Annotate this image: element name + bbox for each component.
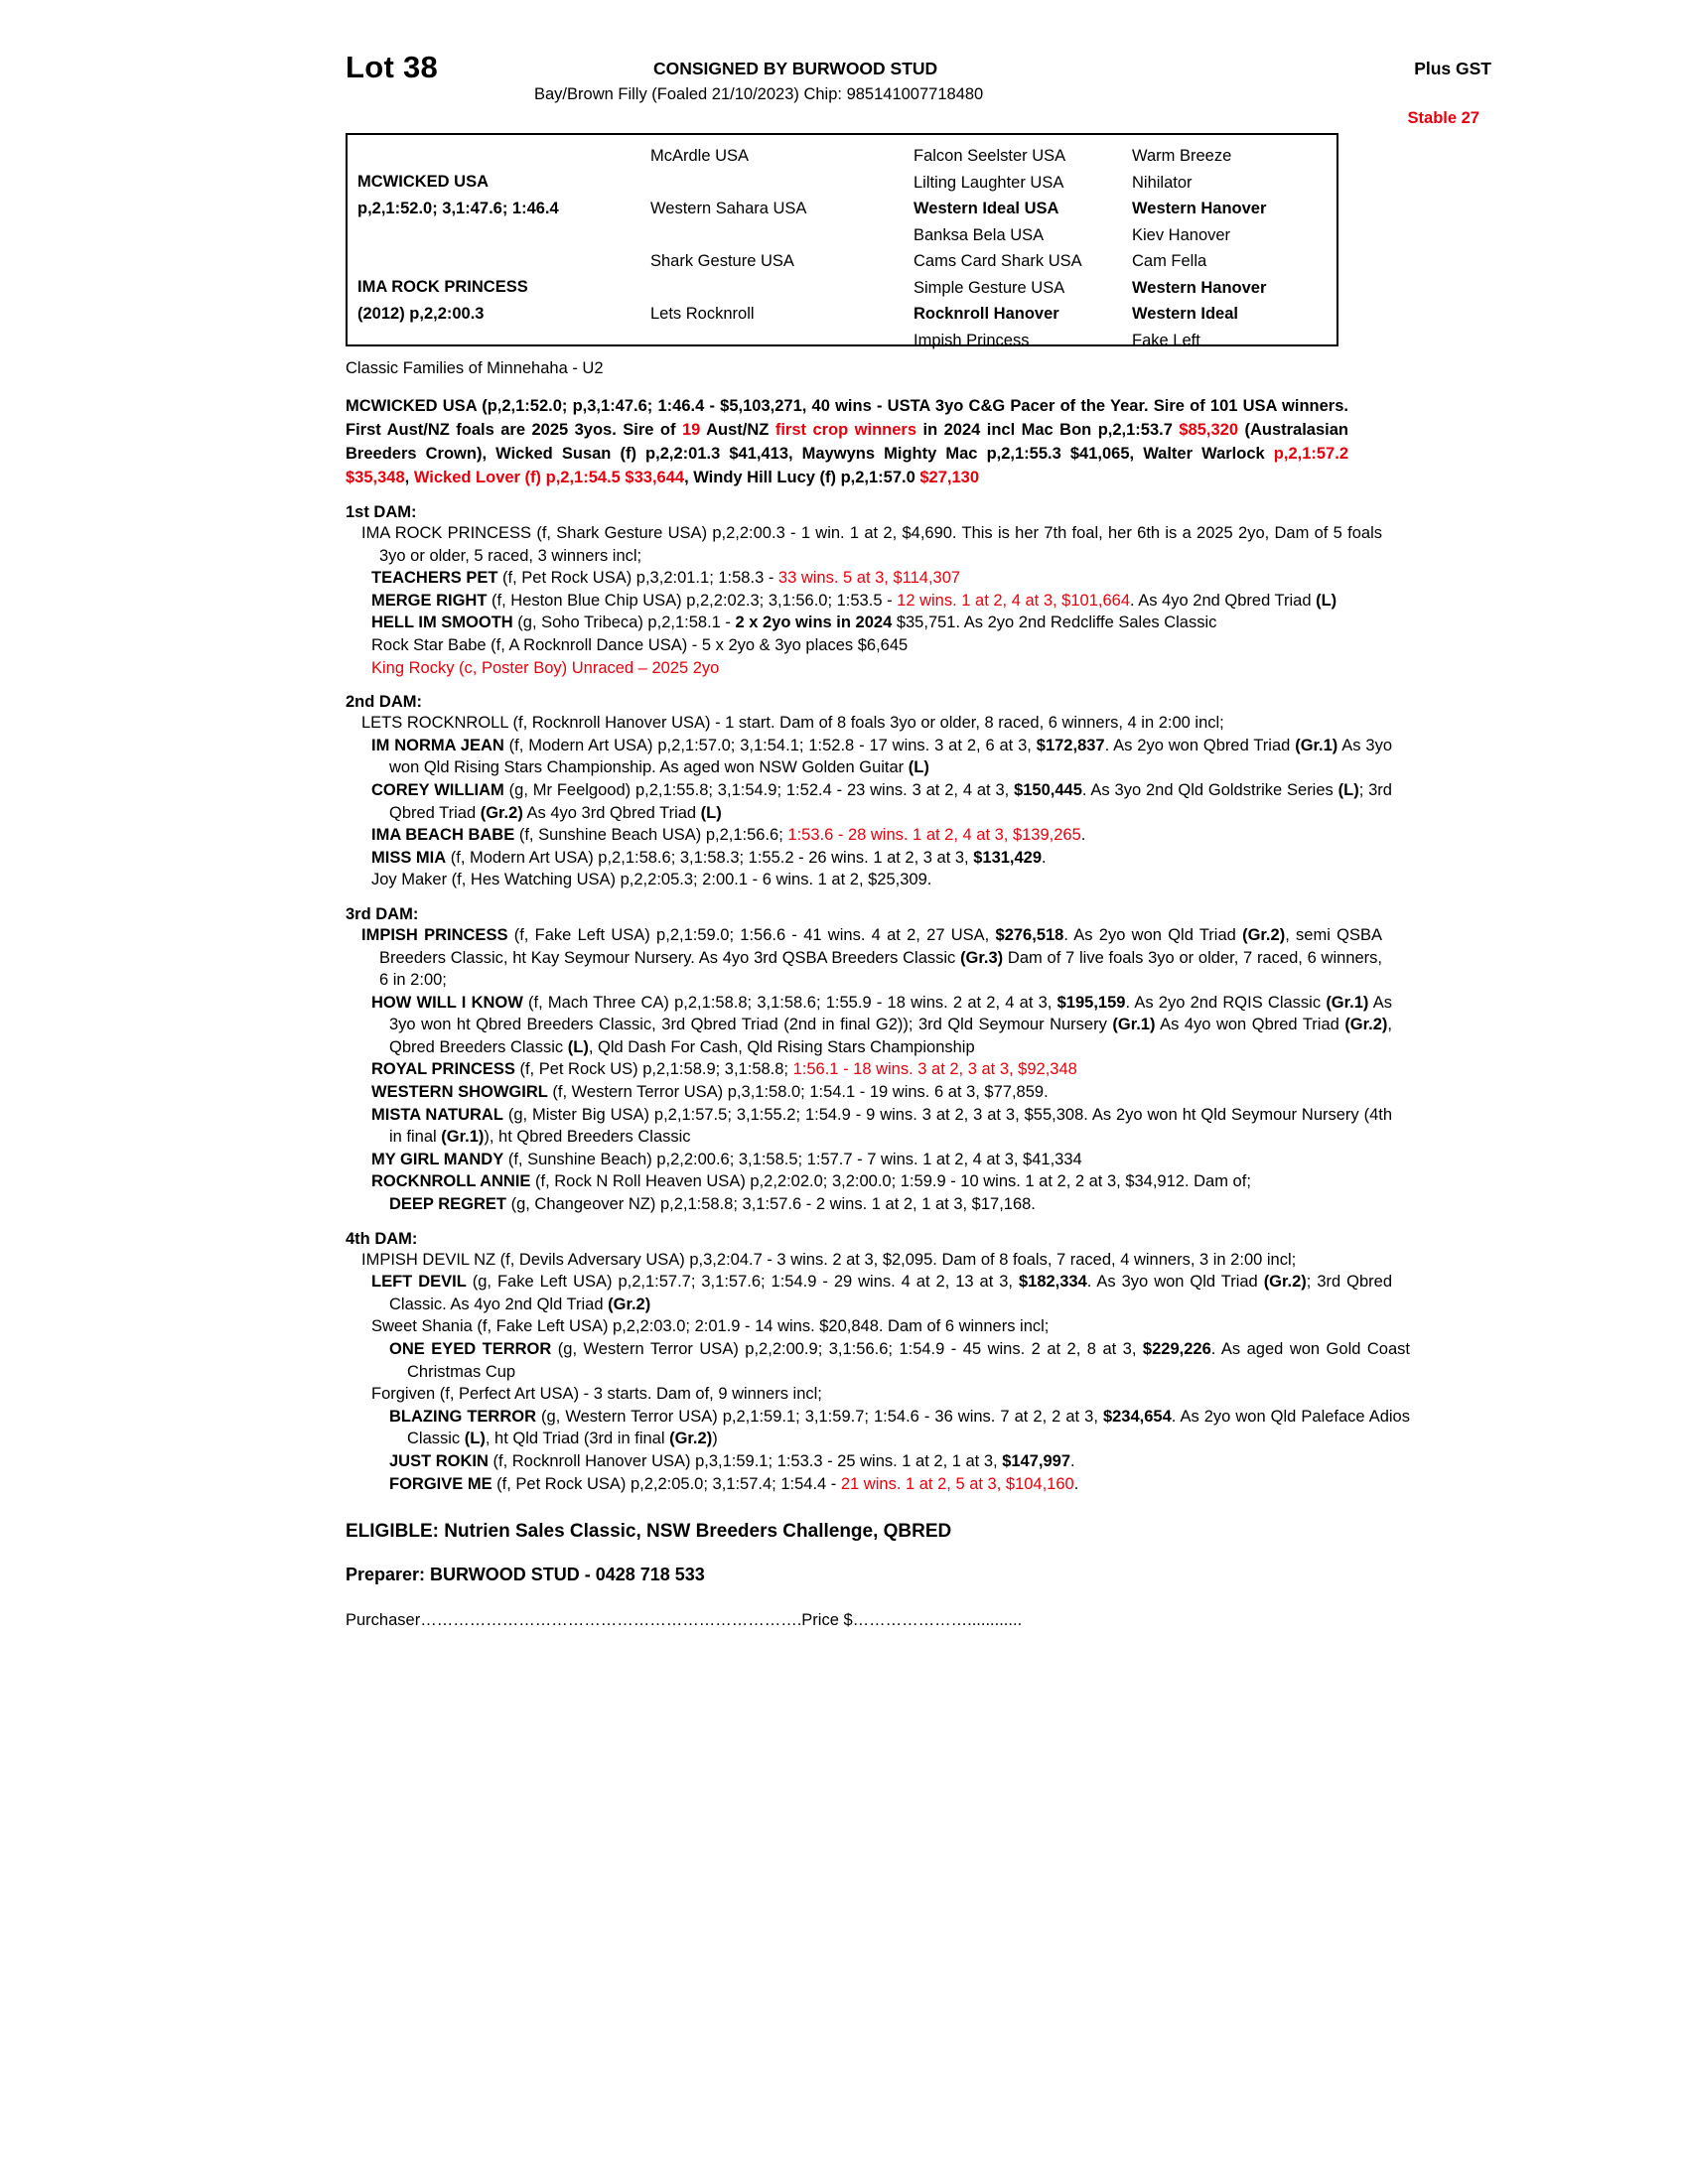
entry-3-5-run-1: (g, Western Terror USA) p,2,1:59.1; 3,1:59.7; 1:54.6 - 36 wins. 7 at 2, 2 at 3, — [536, 1407, 1103, 1426]
entry-1-1-run-2: $172,837 — [1036, 736, 1105, 754]
entry-3-3-run-0: ONE EYED TERROR — [389, 1340, 552, 1358]
entry-2-0-run-1: (f, Fake Left USA) p,2,1:59.0; 1:56.6 - 41 wins. 4 at 2, 27 USA, — [507, 925, 996, 944]
sire-dam: Western Sahara USA — [650, 199, 807, 217]
entry-1-1-run-5: As 3yo won Qld Rising Stars Championship. As aged won NSW Golden Guitar — [389, 736, 1393, 777]
entry-3-5-run-6: (Gr.2) — [669, 1430, 713, 1448]
sire-record: p,2,1:52.0; 3,1:47.6; 1:46.4 — [357, 199, 559, 217]
entry-0-3-run-3: $35,751. As 2yo 2nd Redcliffe Sales Classic — [892, 614, 1217, 632]
entry-1-2-run-0: COREY WILLIAM — [371, 780, 504, 799]
ped-gen4-6: Western Hanover — [1132, 278, 1267, 297]
dam-dam: Lets Rocknroll — [650, 304, 755, 323]
preparer-line: Preparer: BURWOOD STUD - 0428 718 533 — [346, 1565, 705, 1585]
pedigree-col-grandparents — [650, 143, 907, 327]
ped-gen3-8: Impish Princess — [914, 331, 1030, 349]
entry-1-3-run-0: IMA BEACH BABE — [371, 826, 515, 845]
sire-text-run-5: $85,320 — [1179, 421, 1239, 439]
sire-text-run-4: in 2024 incl Mac Bon p,2,1:53.7 — [916, 421, 1180, 439]
entry-1-4-run-2: $131,429 — [973, 848, 1043, 867]
entry-3-1-run-2: $182,334 — [1018, 1273, 1087, 1292]
purchaser-line: Purchaser…………………………………………………………….Price $…………………............ — [346, 1611, 1023, 1630]
entry-3-4-run-0: Forgiven (f, Perfect Art USA) - 3 starts. Dam of, 9 winners incl; — [371, 1385, 822, 1404]
horse-description: Bay/Brown Filly (Foaled 21/10/2023) Chip: 985141007718480 — [534, 85, 984, 103]
entry-3-5-run-0: BLAZING TERROR — [389, 1407, 537, 1426]
entry-3-5-run-2: $234,654 — [1102, 1407, 1172, 1426]
entry-0-3-run-2: 2 x 2yo wins in 2024 — [735, 614, 893, 632]
entry-2-1-run-11: , Qld Dash For Cash, Qld Rising Stars Championship — [588, 1037, 975, 1056]
entry-3-3-run-2: $229,226 — [1142, 1340, 1211, 1358]
entry-3-5-run-4: (L) — [464, 1430, 486, 1448]
pedigree-entry — [346, 1315, 1392, 1338]
entry-1-2-run-2: $150,445 — [1014, 780, 1082, 799]
pedigree-sections — [346, 503, 1571, 1495]
sire-text-run-6: (Australasian Breeders Crown), Wicked Susan (f) p,2,2:01.3 $41,413, Maywyns Mighty Mac p,2,1:55.3 $41,065, Walter Warlock — [346, 421, 1349, 463]
dam-section-heading: 2nd DAM: — [346, 693, 422, 712]
pedigree-entry — [346, 612, 1392, 634]
ped-gen3-7: Rocknroll Hanover — [914, 305, 1059, 323]
entry-1-2-run-3: . As 3yo 2nd Qld Goldstrike Series — [1081, 780, 1338, 799]
entry-1-1-run-6: (L) — [908, 758, 929, 777]
pedigree-entry — [346, 869, 1392, 891]
entry-2-0-run-6: (Gr.3) — [960, 948, 1004, 967]
entry-0-3-run-0: HELL IM SMOOTH — [371, 614, 513, 632]
entry-2-6-run-0: ROCKNROLL ANNIE — [371, 1172, 531, 1191]
entry-1-0-run-1: (f, Rocknroll Hanover USA) - 1 start. Dam of 8 foals 3yo or older, 8 raced, 6 winners, 4 in 2:00 incl; — [507, 714, 1224, 733]
page-header — [346, 48, 1571, 133]
entry-3-6-run-1: (f, Rocknroll Hanover USA) p,3,1:59.1; 1:53.3 - 25 wins. 1 at 2, 1 at 3, — [488, 1451, 1003, 1470]
ped-gen4-1: Warm Breeze — [1132, 147, 1232, 165]
pedigree-entry — [346, 1473, 1410, 1496]
eligible-line: ELIGIBLE: Nutrien Sales Classic, NSW Breeders Challenge, QBRED — [346, 1521, 952, 1543]
entry-1-5-run-0: Joy Maker (f, Hes Watching USA) p,2,2:05.3; 2:00.1 - 6 wins. 1 at 2, $25,309. — [371, 871, 932, 889]
ped-gen4-3: Western Hanover — [1132, 200, 1267, 217]
stable-badge: Stable 27 — [1407, 109, 1479, 127]
ped-gen3-5: Cams Card Shark USA — [914, 252, 1082, 270]
sire-paragraph — [346, 394, 1348, 489]
entry-2-4-run-0: MISTA NATURAL — [371, 1105, 503, 1124]
consignor-line: CONSIGNED BY BURWOOD STUD — [653, 59, 938, 78]
entry-2-1-run-9: , Qbred Breeders Classic — [389, 1016, 1393, 1056]
entry-2-5-run-1: (f, Sunshine Beach) p,2,2:00.6; 3,1:58.5; 1:57.7 - 7 wins. 1 at 2, 4 at 3, $41,334 — [503, 1150, 1082, 1168]
entry-3-3-run-1: (g, Western Terror USA) p,2,2:00.9; 3,1:56.6; 1:54.9 - 45 wins. 2 at 2, 8 at 3, — [551, 1340, 1143, 1358]
entry-2-0-run-0: IMPISH PRINCESS — [361, 925, 508, 944]
entry-2-1-run-2: $195,159 — [1056, 993, 1126, 1012]
entry-3-5-run-5: , ht Qld Triad (3rd in final — [485, 1430, 670, 1448]
pedigree-entry — [346, 567, 1392, 590]
entry-1-4-run-0: MISS MIA — [371, 848, 447, 867]
entry-1-0-run-0: LETS ROCKNROLL — [361, 714, 508, 733]
pedigree-entry — [346, 1450, 1410, 1473]
pedigree-entry — [346, 634, 1392, 657]
ped-gen4-5: Cam Fella — [1132, 252, 1207, 270]
pedigree-entry — [346, 1271, 1392, 1315]
entry-3-3-run-3: . As aged won Gold Coast Christmas Cup — [407, 1340, 1410, 1381]
entry-1-2-run-5: ; 3rd Qbred Triad — [389, 780, 1392, 822]
entry-2-0-run-2: $276,518 — [995, 925, 1064, 944]
entry-3-6-run-0: JUST ROKIN — [389, 1451, 489, 1470]
entry-1-3-run-2: 1:53.6 - 28 wins. 1 at 2, 4 at 3, $139,265 — [787, 826, 1081, 845]
entry-1-2-run-7: As 4yo 3rd Qbred Triad — [522, 803, 701, 822]
entry-3-1-run-0: LEFT DEVIL — [371, 1273, 467, 1292]
entry-3-7-run-3: . — [1073, 1474, 1079, 1493]
ped-gen3-6: Simple Gesture USA — [914, 278, 1065, 297]
sire-text-run-10: , Windy Hill Lucy (f) p,2,1:57.0 — [684, 469, 920, 486]
entry-1-1-run-3: . As 2yo won Qbred Triad — [1104, 736, 1296, 754]
pedigree-entry — [346, 1081, 1392, 1104]
entry-0-4-run-0: Rock Star Babe (f, A Rocknroll Dance USA) - 5 x 2yo & 3yo places $6,645 — [371, 635, 909, 654]
sire-text-run-9: Wicked Lover (f) p,2,1:54.5 $33,644 — [413, 469, 685, 486]
ped-gen4-4: Kiev Hanover — [1132, 225, 1231, 244]
entry-3-1-run-4: (Gr.2) — [1263, 1273, 1307, 1292]
ped-gen4-2: Nihilator — [1132, 173, 1193, 192]
entry-2-1-run-7: As 4yo won Qbred Triad — [1155, 1016, 1345, 1034]
entry-0-1-run-1: (f, Pet Rock USA) p,3,2:01.1; 1:58.3 - — [497, 569, 778, 588]
entry-3-2-run-0: Sweet Shania (f, Fake Left USA) p,2,2:03.0; 2:01.9 - 14 wins. $20,848. Dam of 6 winners incl; — [371, 1317, 1050, 1336]
entry-0-2-run-0: MERGE RIGHT — [371, 591, 488, 610]
entry-2-7-run-0: DEEP REGRET — [389, 1195, 506, 1214]
entry-1-1-run-0: IM NORMA JEAN — [371, 736, 504, 754]
ped-gen4-7: Western Ideal — [1132, 305, 1238, 323]
pedigree-entry — [346, 779, 1392, 824]
entry-1-2-run-1: (g, Mr Feelgood) p,2,1:55.8; 3,1:54.9; 1:52.4 - 23 wins. 3 at 2, 4 at 3, — [503, 780, 1015, 799]
entry-0-3-run-1: (g, Soho Tribeca) p,2,1:58.1 - — [512, 614, 736, 632]
entry-2-2-run-0: ROYAL PRINCESS — [371, 1060, 515, 1079]
pedigree-col-fourth-gen — [1132, 143, 1331, 353]
sire-text-run-1: 19 — [681, 421, 701, 439]
entry-1-3-run-1: (f, Sunshine Beach USA) p,2,1:56.6; — [514, 826, 788, 845]
dam-sire: Shark Gesture USA — [650, 252, 794, 270]
entry-3-5-run-3: . As 2yo won Qld Paleface Adios Classic — [407, 1407, 1410, 1448]
entry-0-5-run-0: King Rocky (c, Poster Boy) Unraced – 2025 2yo — [371, 658, 720, 677]
entry-2-1-run-10: (L) — [567, 1037, 589, 1056]
sire-text-run-8: , — [404, 469, 414, 486]
classic-families-line: Classic Families of Minnehaha - U2 — [346, 359, 604, 377]
entry-0-2-run-2: 12 wins. 1 at 2, 4 at 3, $101,664 — [897, 591, 1130, 610]
entry-2-1-run-6: (Gr.1) — [1112, 1016, 1156, 1034]
entry-2-0-run-5: , semi QSBA Breeders Classic, ht Kay Seymour Nursery. As 4yo 3rd QSBA Breeders Classic — [379, 925, 1382, 967]
pedigree-entry — [353, 924, 1382, 992]
pedigree-entry — [346, 1406, 1410, 1450]
entry-1-4-run-1: (f, Modern Art USA) p,2,1:58.6; 3,1:58.3; 1:55.2 - 26 wins. 1 at 2, 3 at 3, — [446, 848, 974, 867]
entry-3-1-run-5: ; 3rd Qbred Classic. As 4yo 2nd Qld Triad — [389, 1273, 1392, 1313]
entry-1-4-run-3: . — [1042, 848, 1047, 867]
lot-number: Lot 38 — [346, 50, 439, 84]
entry-0-2-run-3: . As 4yo 2nd Qbred Triad — [1130, 591, 1317, 610]
dam-name: IMA ROCK PRINCESS — [357, 278, 528, 296]
ped-gen3-2: Lilting Laughter USA — [914, 173, 1064, 192]
entry-2-7-run-1: (g, Changeover NZ) p,2,1:58.8; 3,1:57.6 - 2 wins. 1 at 2, 1 at 3, $17,168. — [505, 1195, 1036, 1214]
entry-3-6-run-2: $147,997 — [1002, 1451, 1071, 1470]
entry-2-3-run-0: WESTERN SHOWGIRL — [371, 1083, 548, 1102]
entry-2-0-run-7: Dam of 7 live foals 3yo or older, 7 raced, 6 winners, 6 in 2:00; — [379, 948, 1382, 990]
entry-3-5-run-7: ) — [712, 1430, 718, 1448]
entry-3-7-run-1: (f, Pet Rock USA) p,2,2:05.0; 3,1:57.4; 1:54.4 - — [492, 1474, 841, 1493]
entry-3-1-run-6: (Gr.2) — [608, 1295, 651, 1313]
entry-3-6-run-3: . — [1070, 1451, 1075, 1470]
entry-1-2-run-4: (L) — [1337, 780, 1359, 799]
dam-section-heading: 3rd DAM: — [346, 904, 419, 923]
entry-3-1-run-1: (g, Fake Left USA) p,2,1:57.7; 3,1:57.6; 1:54.9 - 29 wins. 4 at 2, 13 at 3, — [466, 1273, 1019, 1292]
pedigree-col-parents — [357, 143, 655, 327]
dam-section-heading: 1st DAM: — [346, 503, 417, 521]
pedigree-entry — [346, 657, 1392, 680]
entry-2-6-run-1: (f, Rock N Roll Heaven USA) p,2,2:02.0; 3,2:00.0; 1:59.9 - 10 wins. 1 at 2, 2 at 3, $34,912. Dam of; — [530, 1172, 1251, 1191]
sire-text-run-11: $27,130 — [919, 469, 980, 486]
pedigree-entry — [346, 1104, 1392, 1149]
sire-text-run-2: Aust/NZ — [700, 421, 775, 439]
pedigree-entry — [346, 1149, 1392, 1171]
entry-2-2-run-2: 1:56.1 - 18 wins. 3 at 2, 3 at 3, $92,348 — [792, 1060, 1077, 1079]
sire-text-run-7: p,2,1:57.2 $35,348 — [346, 445, 1348, 486]
entry-0-2-run-1: (f, Heston Blue Chip USA) p,2,2:02.3; 3,1:56.0; 1:53.5 - — [487, 591, 898, 610]
entry-0-0-run-1: (f, Shark Gesture USA) p,2,2:00.3 - 1 win. 1 at 2, $4,690. This is her 7th foal, her 6th is a 2025 2yo, Dam of 5 foals 3yo or older, 5 raced, 3 winners incl; — [379, 524, 1382, 565]
entry-0-0-run-0: IMA ROCK PRINCESS — [361, 524, 532, 542]
entry-2-5-run-0: MY GIRL MANDY — [371, 1150, 504, 1168]
entry-0-1-run-2: 33 wins. 5 at 3, $114,307 — [777, 569, 961, 588]
pedigree-entry — [353, 712, 1382, 735]
sire-sire: McArdle USA — [650, 147, 750, 165]
sire-text-run-3: first crop winners — [774, 421, 917, 439]
ped-gen3-1: Falcon Seelster USA — [914, 147, 1066, 165]
pedigree-entry — [346, 1338, 1410, 1383]
pedigree-col-great-grandparents — [914, 143, 1132, 353]
entry-2-3-run-1: (f, Western Terror USA) p,3,1:58.0; 1:54.1 - 19 wins. 6 at 3, $77,859. — [547, 1083, 1049, 1102]
sire-text-run-0: MCWICKED USA (p,2,1:52.0; p,3,1:47.6; 1:46.4 - $5,103,271, 40 wins - USTA 3yo C&G Pacer of the Year. Sire of 101 USA winners. First Aust/NZ foals are 2025 3yos. Sire of — [346, 397, 1348, 439]
entry-2-4-run-3: ), ht Qbred Breeders Classic — [484, 1128, 691, 1147]
dam-record: (2012) p,2,2:00.3 — [357, 304, 485, 323]
entry-1-3-run-3: . — [1080, 826, 1086, 845]
entry-2-1-run-8: (Gr.2) — [1344, 1016, 1388, 1034]
entry-2-1-run-4: (Gr.1) — [1326, 993, 1369, 1012]
entry-2-1-run-1: (f, Mach Three CA) p,2,1:58.8; 3,1:58.6; 1:55.9 - 18 wins. 2 at 2, 4 at 3, — [522, 993, 1057, 1012]
ped-gen4-8: Fake Left — [1132, 331, 1200, 349]
entry-2-4-run-1: (g, Mister Big USA) p,2,1:57.5; 3,1:55.2; 1:54.9 - 9 wins. 3 at 2, 3 at 3, $55,308. As 2yo won ht Qld Seymour Nursery (4th in final — [389, 1105, 1392, 1147]
pedigree-table — [346, 133, 1338, 349]
pedigree-entry — [346, 992, 1392, 1059]
pedigree-entry — [353, 1249, 1382, 1272]
pedigree-entry — [346, 1383, 1392, 1406]
entry-1-2-run-8: (L) — [700, 803, 722, 822]
entry-3-7-run-0: FORGIVE ME — [389, 1474, 492, 1493]
sire-name: MCWICKED USA — [357, 173, 489, 191]
pedigree-entry — [346, 735, 1392, 779]
entry-0-1-run-0: TEACHERS PET — [371, 569, 498, 588]
pedigree-entry — [346, 1058, 1392, 1081]
dam-section-heading: 4th DAM: — [346, 1229, 418, 1248]
pedigree-entry — [346, 590, 1392, 613]
entry-3-7-run-2: 21 wins. 1 at 2, 5 at 3, $104,160 — [840, 1474, 1074, 1493]
pedigree-entry — [346, 847, 1392, 870]
pedigree-entry — [346, 824, 1392, 847]
entry-2-2-run-1: (f, Pet Rock US) p,2,1:58.9; 3,1:58.8; — [514, 1060, 793, 1079]
entry-1-1-run-4: (Gr.1) — [1295, 736, 1338, 754]
pedigree-entry — [353, 522, 1382, 567]
entry-2-1-run-5: As 3yo won ht Qbred Breeders Classic, 3rd Qbred Triad (2nd in final G2)); 3rd Qld Seymour Nursery — [389, 993, 1392, 1034]
entry-1-1-run-1: (f, Modern Art USA) p,2,1:57.0; 3,1:54.1; 1:52.8 - 17 wins. 3 at 2, 6 at 3, — [503, 736, 1037, 754]
entry-2-0-run-3: . As 2yo won Qld Triad — [1063, 925, 1243, 944]
entry-2-1-run-3: . As 2yo 2nd RQIS Classic — [1125, 993, 1327, 1012]
entry-2-1-run-0: HOW WILL I KNOW — [371, 993, 523, 1012]
pedigree-entry — [346, 1193, 1410, 1216]
entry-0-2-run-4: (L) — [1316, 591, 1337, 610]
ped-gen3-3: Western Ideal USA — [914, 200, 1059, 217]
entry-2-4-run-2: (Gr.1) — [441, 1128, 485, 1147]
pedigree-entry — [346, 1170, 1392, 1193]
entry-2-0-run-4: (Gr.2) — [1242, 925, 1286, 944]
entry-3-0-run-0: IMPISH DEVIL NZ (f, Devils Adversary USA) p,3,2:04.7 - 3 wins. 2 at 3, $2,095. Dam of 8 foals, 7 raced, 4 winners, 3 in 2:00 incl; — [361, 1250, 1297, 1269]
entry-3-1-run-3: . As 3yo won Qld Triad — [1086, 1273, 1264, 1292]
entry-1-2-run-6: (Gr.2) — [480, 803, 523, 822]
ped-gen3-4: Banksa Bela USA — [914, 225, 1045, 244]
plus-gst-label: Plus GST — [1414, 59, 1491, 78]
